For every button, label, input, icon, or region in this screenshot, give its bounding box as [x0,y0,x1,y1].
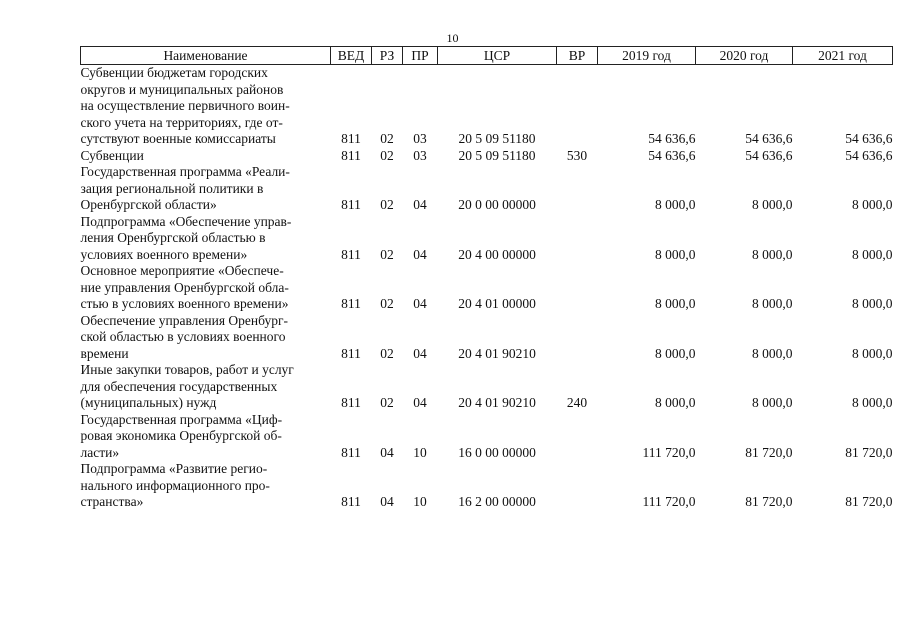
name-line: Подпрограмма «Развитие регио- [80,461,268,476]
name-line: Субвенции бюджетам городских [80,65,268,80]
table-row [81,214,893,264]
name-line: зация региональной политики в [80,180,264,196]
cell-name [81,164,331,214]
cell-pr: 03 [413,147,427,163]
table-row [81,148,893,165]
table-row [81,461,893,511]
cell-rz: 02 [380,131,394,146]
table-header-row [81,47,893,65]
cell-2020: 8 000,0 [752,296,793,311]
name-line: (муниципальных) нужд [80,395,217,410]
cell-ved: 811 [341,147,361,163]
name-line: Государственная программа «Циф- [80,411,283,427]
cell-2020: 54 636,6 [745,131,793,146]
name-line: нального информационного про- [80,477,270,493]
cell-2020: 8 000,0 [752,345,793,361]
cell-ved: 811 [341,197,361,212]
cell-rz: 02 [380,345,394,361]
header-vr: ВР [557,47,598,65]
name-line: округов и муниципальных районов [80,81,284,97]
name-line: Субвенции [80,147,144,163]
cell-vr [557,263,598,313]
cell-pr: 10 [413,494,427,509]
budget-table [80,46,893,511]
table-row [81,313,893,363]
cell-name [81,313,331,363]
name-line: Подпрограмма «Обеспечение управ- [80,213,292,229]
header-rz: РЗ [372,47,403,65]
header-2020: 2020 год [696,47,793,65]
cell-2020: 8 000,0 [752,395,793,410]
cell-2019: 54 636,6 [648,147,696,163]
cell-vr [557,461,598,511]
cell-rz: 02 [380,197,394,212]
name-line: Иные закупки товаров, работ и услуг [80,362,294,377]
cell-2020: 81 720,0 [745,444,793,460]
cell-pr: 10 [413,444,427,460]
cell-csr: 16 0 00 00000 [458,444,536,460]
cell-vr [557,65,598,148]
cell-2019: 8 000,0 [655,197,696,212]
cell-csr: 20 0 00 00000 [458,197,536,212]
cell-vr [557,412,598,462]
table-row [81,263,893,313]
table-row [81,412,893,462]
cell-rz: 02 [380,395,394,410]
cell-csr: 20 5 09 51180 [458,131,536,146]
name-line: Обеспечение управления Оренбург- [80,312,289,328]
cell-2021: 81 720,0 [845,444,893,460]
cell-2020: 8 000,0 [752,197,793,212]
cell-name [81,65,331,148]
cell-2019: 111 720,0 [642,494,696,509]
cell-rz: 04 [380,494,394,509]
cell-name [81,263,331,313]
name-line: ления Оренбургской областью в [80,230,266,245]
cell-csr: 20 4 00 00000 [458,246,536,262]
cell-rz: 02 [380,246,394,262]
name-line: стью в условиях военного времени» [80,296,289,311]
cell-rz: 04 [380,444,394,460]
cell-ved: 811 [341,131,361,146]
cell-name [81,412,331,462]
table-body [81,65,893,511]
cell-vr [557,313,598,363]
cell-2021: 54 636,6 [845,147,893,163]
name-line: Основное мероприятие «Обеспече- [80,263,284,278]
cell-name [81,362,331,412]
name-line: ние управления Оренбургской обла- [80,279,289,295]
cell-ved: 811 [341,296,361,311]
cell-ved: 811 [341,395,361,410]
name-line: Оренбургской области» [80,197,217,212]
cell-csr: 20 4 01 00000 [458,296,536,311]
cell-2019: 8 000,0 [655,296,696,311]
name-line: сутствуют военные комиссариаты [80,131,276,146]
cell-2021: 8 000,0 [852,197,893,212]
cell-2021: 81 720,0 [845,494,893,509]
table-row [81,164,893,214]
cell-2019: 8 000,0 [655,345,696,361]
cell-2020: 54 636,6 [745,147,793,163]
table-row [81,65,893,148]
cell-2019: 111 720,0 [642,444,696,460]
header-pr: ПР [403,47,438,65]
cell-pr: 04 [413,197,427,212]
cell-2019: 54 636,6 [648,131,696,146]
cell-vr [557,214,598,264]
name-line: ровая экономика Оренбургской об- [80,428,282,443]
name-line: условиях военного времени» [80,246,248,262]
cell-2020: 8 000,0 [752,246,793,262]
cell-name [81,461,331,511]
cell-vr: 240 [566,395,588,410]
cell-rz: 02 [380,147,394,163]
header-2019: 2019 год [598,47,696,65]
cell-pr: 04 [413,395,427,410]
cell-csr: 20 4 01 90210 [458,345,536,361]
cell-name [81,214,331,264]
header-csr: ЦСР [438,47,557,65]
cell-2020: 81 720,0 [745,494,793,509]
name-line: ского учета на территориях, где от- [80,114,283,130]
cell-ved: 811 [341,444,361,460]
cell-2021: 8 000,0 [852,395,893,410]
name-line: странства» [80,494,144,509]
cell-pr: 04 [413,296,427,311]
name-line: времени [80,345,129,361]
cell-ved: 811 [341,494,361,509]
header-2021: 2021 год [793,47,893,65]
cell-2021: 8 000,0 [852,296,893,311]
header-ved: ВЕД [331,47,372,65]
header-name: Наименование [81,47,331,65]
cell-2021: 8 000,0 [852,246,893,262]
table-row [81,362,893,412]
cell-vr: 530 [566,147,588,163]
page-number: 10 [446,31,459,45]
cell-pr: 03 [413,131,427,146]
name-line: ласти» [80,444,120,460]
cell-2019: 8 000,0 [655,246,696,262]
name-line: для обеспечения государственных [80,378,278,394]
name-line: ской областью в условиях военного [80,329,286,344]
cell-pr: 04 [413,345,427,361]
cell-pr: 04 [413,246,427,262]
cell-vr [557,164,598,214]
cell-name [81,148,331,165]
cell-ved: 811 [341,345,361,361]
cell-csr: 20 4 01 90210 [458,395,536,410]
cell-rz: 02 [380,296,394,311]
name-line: на осуществление первичного воин- [80,98,290,113]
cell-2021: 54 636,6 [845,131,893,146]
cell-2021: 8 000,0 [852,345,893,361]
name-line: Государственная программа «Реали- [80,164,290,179]
cell-csr: 16 2 00 00000 [458,494,536,509]
cell-2019: 8 000,0 [655,395,696,410]
cell-csr: 20 5 09 51180 [458,147,536,163]
cell-ved: 811 [341,246,361,262]
